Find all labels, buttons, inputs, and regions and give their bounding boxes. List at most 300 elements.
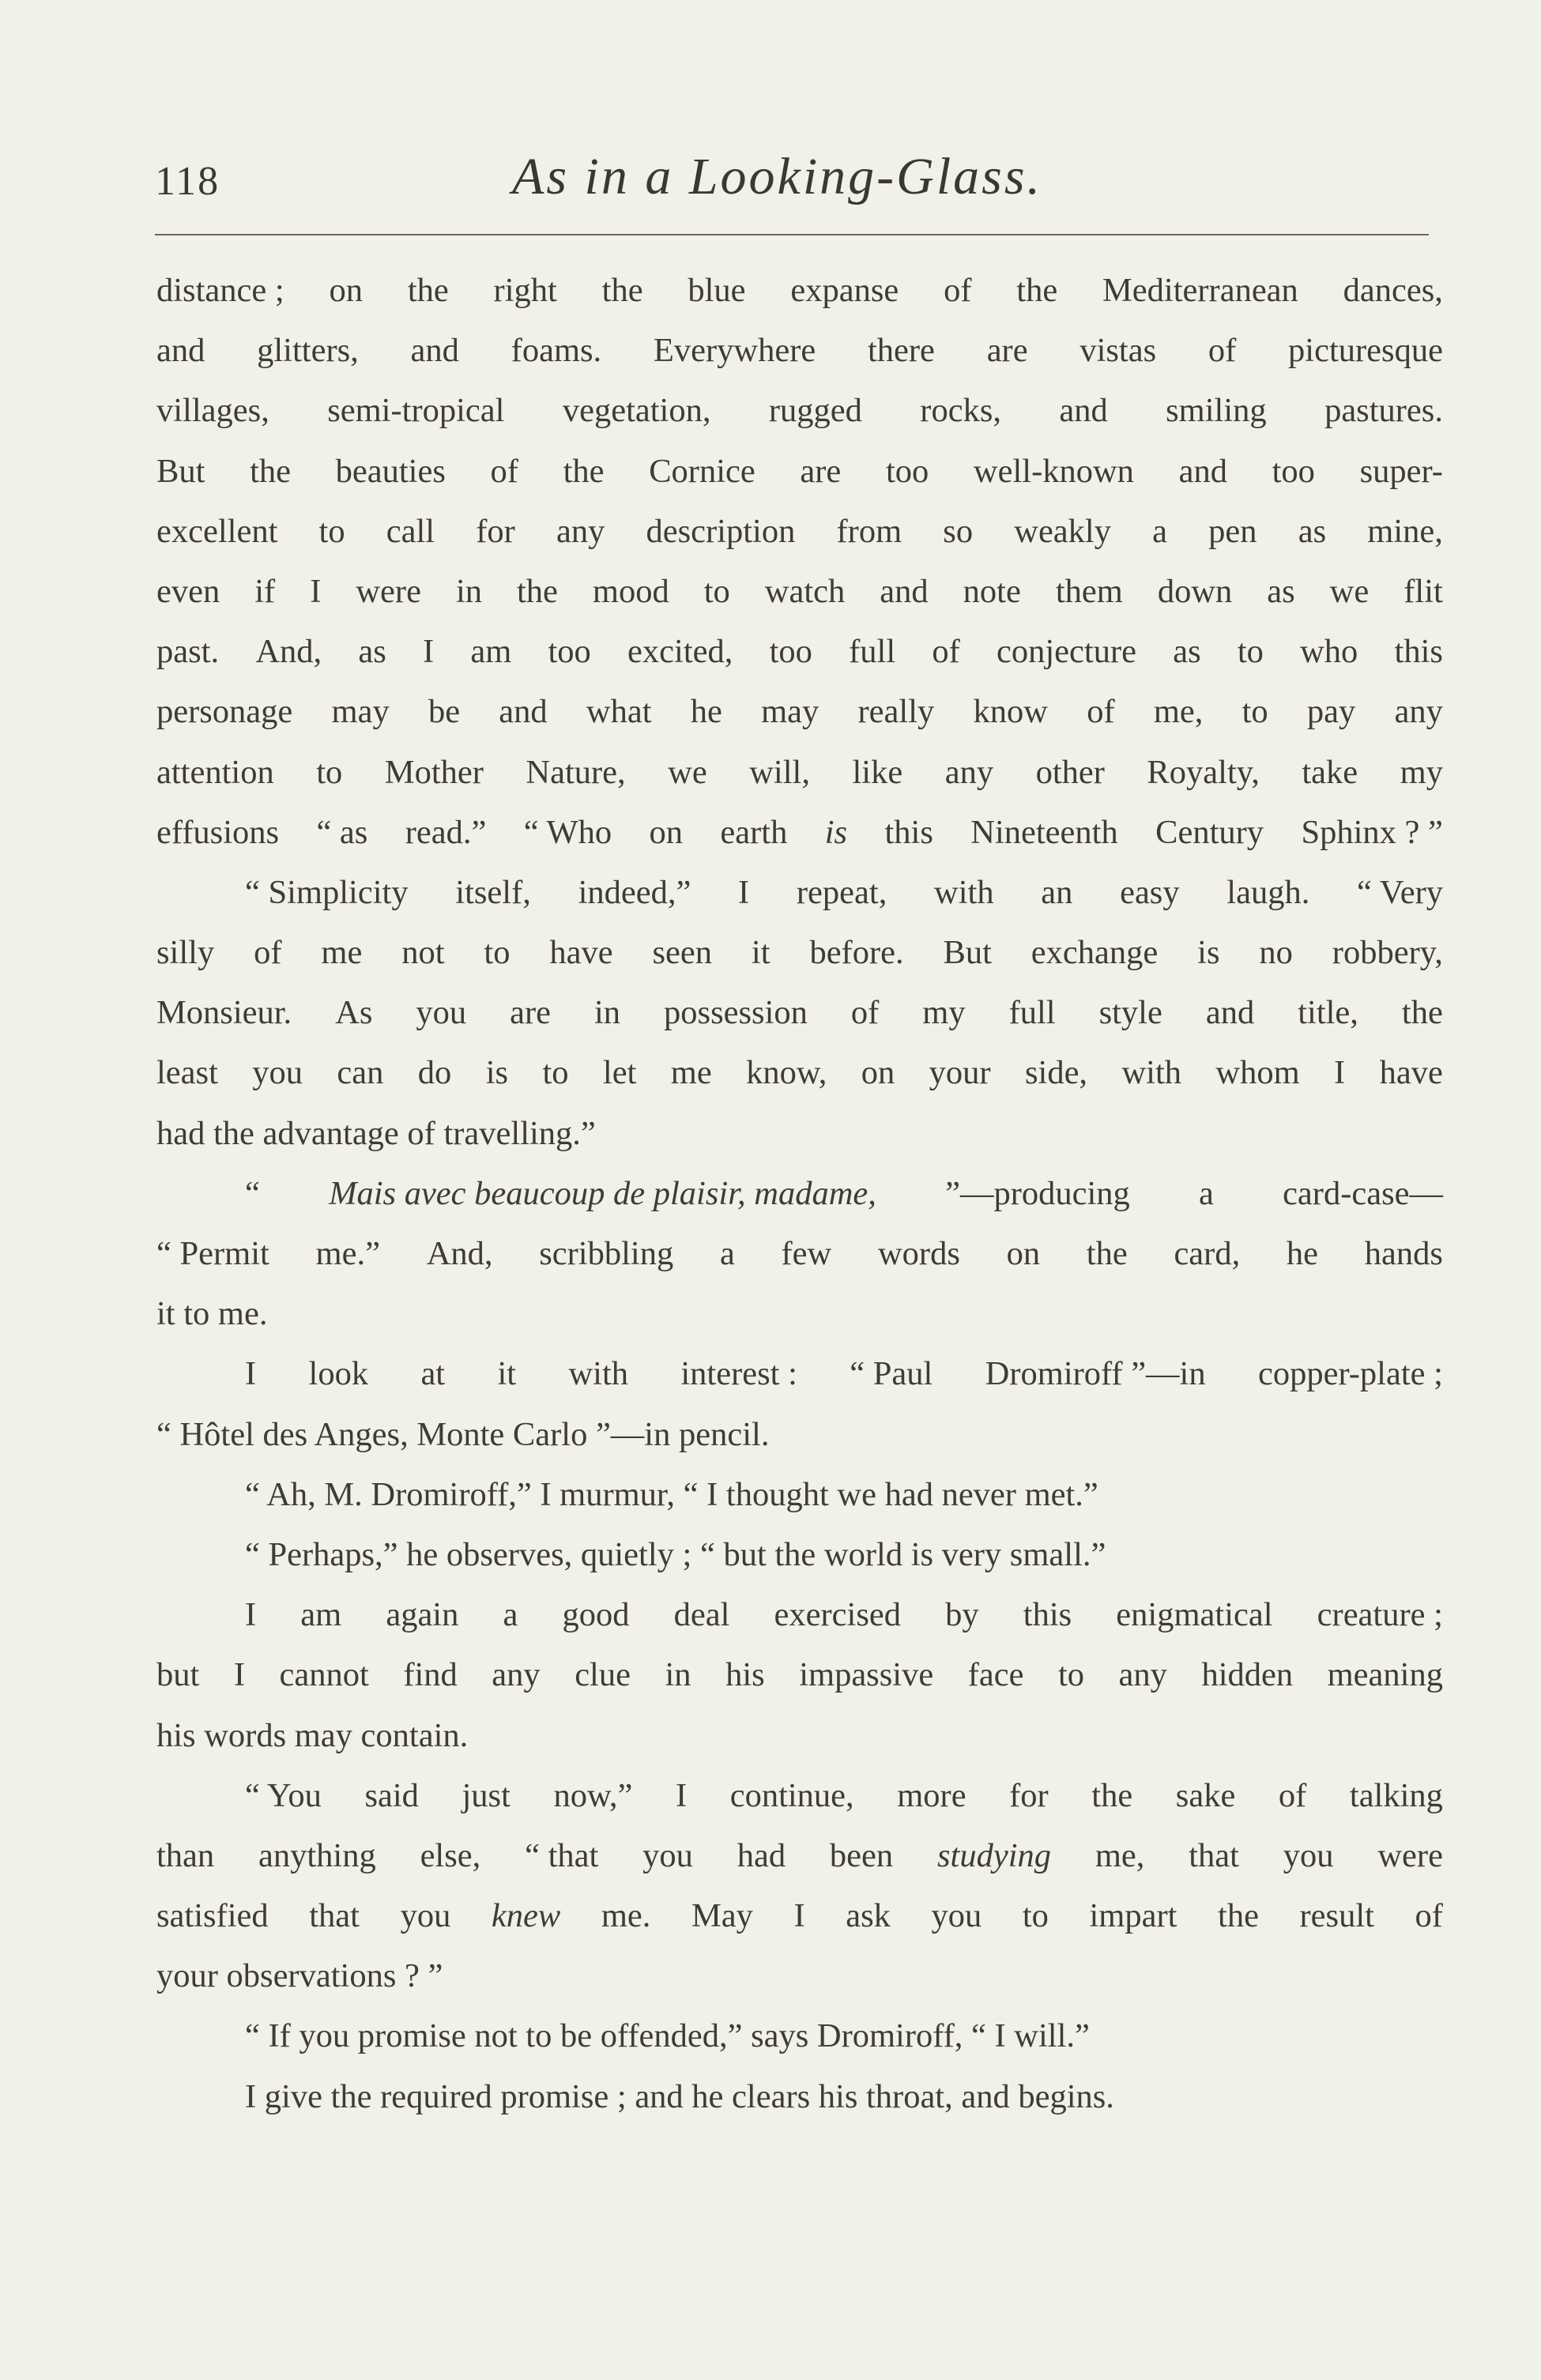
text-line — [156, 1405, 1443, 1465]
text-segment: find — [403, 1656, 458, 1694]
text-segment: exchange — [1030, 934, 1159, 972]
text-line — [156, 863, 1443, 923]
text-line — [156, 622, 1443, 682]
text-segment: I — [310, 572, 322, 610]
text-segment: my — [1400, 753, 1443, 791]
text-segment: do — [417, 1054, 452, 1092]
text-segment: “ as — [316, 813, 368, 851]
text-segment: anything — [258, 1836, 376, 1874]
text-segment: any — [944, 753, 994, 791]
text-segment: me, — [1153, 693, 1204, 731]
text-line — [156, 1344, 1443, 1404]
text-segment: few — [781, 1235, 832, 1272]
text-segment: I — [675, 1776, 688, 1814]
text-segment: with — [568, 1355, 629, 1393]
text-segment: too — [1272, 452, 1315, 490]
text-segment: were — [356, 572, 421, 610]
text-segment: any — [1394, 693, 1443, 731]
text-segment: ”—producing — [945, 1174, 1130, 1212]
text-segment: as — [1173, 633, 1201, 671]
text-segment: I — [233, 1656, 245, 1694]
text-segment: “ that — [525, 1836, 599, 1874]
text-segment: to — [1057, 1656, 1085, 1694]
text-segment: at — [420, 1355, 446, 1393]
text-segment: with — [1121, 1054, 1182, 1092]
text-segment: call — [386, 512, 435, 550]
text-segment: you — [400, 1897, 451, 1935]
text-segment: “ Perhaps,” he observes, quietly ; “ but the world is very small.” — [245, 1535, 1106, 1573]
text-segment: so — [943, 512, 974, 550]
text-segment: he — [1286, 1235, 1319, 1272]
text-line — [156, 1164, 1443, 1224]
text-line — [156, 1886, 1443, 1946]
text-segment: smiling — [1166, 392, 1267, 430]
text-segment: itself, — [455, 873, 531, 911]
text-segment: even — [156, 572, 220, 610]
text-segment: now,” — [553, 1776, 633, 1814]
text-segment: “ Ah, M. Dromiroff,” I murmur, “ I thought we had never met.” — [245, 1475, 1098, 1513]
text-segment: the — [1401, 994, 1443, 1032]
text-segment: scribbling — [539, 1235, 674, 1272]
text-segment: creature ; — [1317, 1596, 1443, 1634]
text-segment: and — [410, 332, 459, 370]
text-segment: right — [493, 272, 557, 309]
text-segment: who — [1300, 633, 1358, 671]
text-segment: any — [492, 1656, 541, 1694]
text-segment: to — [542, 1054, 569, 1092]
text-segment: on — [329, 272, 363, 309]
text-segment: pay — [1306, 693, 1356, 731]
text-segment: have — [1379, 1054, 1443, 1092]
text-segment: and — [1059, 392, 1108, 430]
text-segment: deal — [673, 1596, 730, 1634]
text-segment: too — [885, 452, 929, 490]
text-segment: pastures. — [1324, 392, 1443, 430]
text-segment: this — [884, 813, 933, 851]
text-segment: in — [455, 572, 482, 610]
text-segment: vistas — [1079, 332, 1157, 370]
text-segment: any — [1118, 1656, 1167, 1694]
text-segment: a — [503, 1596, 518, 1634]
text-segment: exercised — [774, 1596, 902, 1634]
text-segment: rocks, — [920, 392, 1001, 430]
text-segment: to — [1241, 693, 1268, 731]
page-header — [155, 141, 1427, 228]
text-segment: possession — [664, 994, 808, 1032]
text-segment: my — [922, 994, 966, 1032]
text-segment: impassive — [799, 1656, 934, 1694]
text-segment: card-case— — [1283, 1174, 1443, 1212]
text-segment: interest : — [680, 1355, 797, 1393]
text-segment: the — [1091, 1776, 1133, 1814]
text-segment: meaning — [1327, 1656, 1443, 1694]
text-segment: Mediterranean — [1102, 272, 1298, 309]
text-segment: in — [665, 1656, 691, 1694]
text-segment: it — [751, 934, 770, 972]
text-segment: style — [1098, 994, 1162, 1032]
text-segment: you — [1283, 1836, 1334, 1874]
text-segment: beauties — [335, 452, 446, 490]
text-segment: past. — [156, 633, 220, 671]
text-segment: me.” — [315, 1235, 380, 1272]
text-line — [156, 1706, 1443, 1766]
page-number: 118 — [155, 159, 220, 204]
text-segment: full — [849, 633, 896, 671]
text-segment: on — [649, 813, 683, 851]
text-segment: the — [1218, 1897, 1259, 1935]
text-segment: am — [300, 1596, 342, 1634]
text-segment: “ Very — [1357, 873, 1443, 911]
text-segment: foams. — [511, 332, 602, 370]
text-segment: blue — [688, 272, 746, 309]
text-segment: excellent — [156, 512, 278, 550]
text-segment: the — [1086, 1235, 1128, 1272]
text-segment: a — [719, 1235, 735, 1272]
text-segment: excited, — [627, 633, 733, 671]
text-segment: me — [670, 1054, 712, 1092]
text-segment: are — [510, 994, 552, 1032]
text-segment: look — [308, 1355, 369, 1393]
text-segment: them — [1055, 572, 1123, 610]
text-segment: expanse — [790, 272, 899, 309]
text-segment: Mais avec beaucoup de plaisir, madame, — [329, 1174, 876, 1212]
text-segment: and — [156, 332, 205, 370]
text-segment: silly — [156, 934, 215, 972]
text-segment: earth — [720, 813, 788, 851]
text-segment: if — [254, 572, 276, 610]
text-segment: you — [252, 1054, 303, 1092]
text-segment: cannot — [279, 1656, 369, 1694]
text-segment: we — [668, 753, 707, 791]
text-line — [156, 261, 1443, 321]
text-segment: “ — [245, 1174, 260, 1212]
running-title: As in a Looking-Glass. — [512, 148, 1043, 205]
text-line — [156, 1465, 1443, 1525]
text-segment: the — [1016, 272, 1058, 309]
text-line — [156, 983, 1443, 1043]
text-line — [156, 743, 1443, 803]
text-segment: flit — [1403, 572, 1443, 610]
text-line — [156, 562, 1443, 622]
text-segment: of — [490, 452, 518, 490]
text-segment: title, — [1298, 994, 1358, 1032]
text-segment: know, — [746, 1054, 827, 1092]
text-segment: may — [761, 693, 819, 731]
text-segment: what — [586, 693, 652, 731]
text-segment: and — [880, 572, 929, 610]
text-segment: glitters, — [257, 332, 359, 370]
text-segment: Nature, — [526, 753, 626, 791]
text-segment: on — [1006, 1235, 1041, 1272]
text-line — [156, 442, 1443, 502]
text-segment: have — [549, 934, 613, 972]
text-segment: clue — [575, 1656, 631, 1694]
text-segment: robbery, — [1332, 934, 1443, 972]
text-segment: result — [1299, 1897, 1374, 1935]
text-segment: we — [1329, 572, 1370, 610]
text-segment: in — [594, 994, 621, 1032]
text-segment: were — [1377, 1836, 1443, 1874]
text-segment: “ Who — [523, 813, 612, 851]
text-segment: Century — [1155, 813, 1264, 851]
text-segment: seen — [652, 934, 713, 972]
text-segment: the — [250, 452, 291, 490]
text-segment: of — [1278, 1776, 1307, 1814]
text-segment: card, — [1174, 1235, 1241, 1272]
text-segment: “ If you promise not to be offended,” says Dromiroff, “ I will.” — [245, 2017, 1090, 2055]
text-segment: knew — [491, 1897, 561, 1935]
text-segment: more — [897, 1776, 966, 1814]
text-segment: just — [462, 1776, 511, 1814]
text-segment: will, — [749, 753, 810, 791]
text-segment: but — [156, 1656, 200, 1694]
text-segment: the — [517, 572, 558, 610]
body-text — [156, 261, 1443, 2127]
text-segment: other — [1035, 753, 1105, 791]
text-segment: are — [800, 452, 842, 490]
text-segment: your observations ? ” — [156, 1957, 443, 1995]
text-line — [156, 923, 1443, 983]
text-segment: may — [331, 693, 390, 731]
text-segment: to — [703, 572, 730, 610]
text-segment: sake — [1175, 1776, 1236, 1814]
text-segment: to — [1237, 633, 1264, 671]
text-segment: let — [602, 1054, 637, 1092]
text-segment: conjecture — [997, 633, 1136, 671]
text-segment: good — [562, 1596, 630, 1634]
text-segment: picturesque — [1288, 332, 1443, 370]
text-segment: words — [877, 1235, 960, 1272]
text-segment: May — [691, 1897, 753, 1935]
text-segment: Monsieur. — [156, 994, 292, 1032]
text-segment: that — [309, 1897, 360, 1935]
text-segment: dances, — [1343, 272, 1443, 309]
text-segment: hidden — [1201, 1656, 1294, 1694]
text-segment: note — [963, 572, 1021, 610]
text-segment: the — [407, 272, 449, 309]
text-segment: “ Hôtel des Anges, Monte Carlo ”—in pencil. — [156, 1415, 770, 1453]
text-segment: again — [386, 1596, 459, 1634]
text-segment: indeed,” — [578, 873, 691, 911]
text-segment: of — [850, 994, 880, 1032]
text-segment: really — [857, 693, 935, 731]
text-segment: I — [1334, 1054, 1346, 1092]
text-line — [156, 1284, 1443, 1344]
text-line — [156, 2006, 1443, 2066]
text-segment: and — [499, 693, 548, 731]
text-segment: Nineteenth — [970, 813, 1118, 851]
text-segment: well-known — [973, 452, 1134, 490]
text-segment: repeat, — [796, 873, 887, 911]
text-segment: and — [1178, 452, 1227, 490]
text-segment: Dromiroff ”—in — [985, 1355, 1206, 1393]
text-segment: it to me. — [156, 1295, 268, 1333]
text-segment: of — [254, 934, 282, 972]
text-segment: on — [861, 1054, 895, 1092]
text-segment: of — [1087, 693, 1115, 731]
text-segment: read.” — [405, 813, 487, 851]
text-segment: description — [646, 512, 796, 550]
text-segment: continue, — [729, 1776, 854, 1814]
text-segment: to — [484, 934, 511, 972]
text-segment: I — [793, 1897, 805, 1935]
text-segment: semi-tropical — [327, 392, 505, 430]
text-segment: pen — [1208, 512, 1257, 550]
text-segment: too — [769, 633, 812, 671]
text-segment: there — [867, 332, 935, 370]
text-segment: like — [852, 753, 903, 791]
text-segment: enigmatical — [1116, 1596, 1273, 1634]
text-segment: and — [1205, 994, 1255, 1032]
text-segment: “ Permit — [156, 1235, 269, 1272]
text-segment: But — [943, 934, 992, 972]
text-segment: side, — [1024, 1054, 1088, 1092]
text-segment: rugged — [768, 392, 862, 430]
text-segment: this — [1394, 633, 1443, 671]
text-segment: no — [1259, 934, 1293, 972]
text-segment: his — [725, 1656, 765, 1694]
text-line — [156, 381, 1443, 441]
text-segment: face — [967, 1656, 1024, 1694]
text-segment: had — [737, 1836, 786, 1874]
text-segment: easy — [1120, 873, 1180, 911]
header-rule — [155, 234, 1429, 235]
text-segment: least — [156, 1054, 218, 1092]
text-segment: for — [476, 512, 515, 550]
text-segment: of — [1415, 1897, 1443, 1935]
text-segment: the — [601, 272, 643, 309]
text-segment: mood — [592, 572, 669, 610]
text-segment: else, — [420, 1836, 481, 1874]
text-segment: been — [829, 1836, 894, 1874]
text-segment: it — [497, 1355, 517, 1393]
text-segment: And, — [255, 633, 322, 671]
text-segment: And, — [426, 1235, 493, 1272]
text-line — [156, 1826, 1443, 1886]
text-segment: attention — [156, 753, 274, 791]
text-segment: satisfied — [156, 1897, 269, 1935]
text-segment: than — [156, 1836, 215, 1874]
text-segment: down — [1157, 572, 1233, 610]
text-segment: am — [470, 633, 512, 671]
text-segment: to — [318, 512, 345, 550]
text-line — [156, 2067, 1443, 2127]
text-line — [156, 1946, 1443, 2006]
text-segment: too — [548, 633, 591, 671]
text-segment: me. — [601, 1897, 651, 1935]
text-segment: hands — [1364, 1235, 1443, 1272]
text-segment: to — [316, 753, 343, 791]
text-segment: I — [422, 633, 435, 671]
text-segment: as — [1298, 512, 1327, 550]
text-segment: super- — [1359, 452, 1443, 490]
text-segment: Mother — [384, 753, 484, 791]
text-segment: “ Simplicity — [245, 873, 409, 911]
text-segment: before. — [809, 934, 904, 972]
text-line — [156, 502, 1443, 562]
text-segment: copper-plate ; — [1257, 1355, 1443, 1393]
text-segment: Everywhere — [653, 332, 816, 370]
text-line — [156, 1224, 1443, 1284]
text-segment: as — [358, 633, 386, 671]
text-segment: weakly — [1014, 512, 1111, 550]
text-segment: with — [934, 873, 994, 911]
text-segment: is — [824, 813, 848, 851]
text-line — [156, 1645, 1443, 1705]
text-segment: of — [944, 272, 972, 309]
text-segment: as — [1267, 572, 1295, 610]
text-segment: me — [321, 934, 363, 972]
text-segment: effusions — [156, 813, 280, 851]
text-line — [156, 1104, 1443, 1164]
text-segment: “ You — [245, 1776, 322, 1814]
text-segment: distance ; — [156, 272, 284, 309]
text-segment: not — [401, 934, 445, 972]
text-line — [156, 1043, 1443, 1103]
text-segment: studying — [936, 1836, 1052, 1874]
text-segment: are — [986, 332, 1028, 370]
text-segment: an — [1041, 873, 1073, 911]
text-segment: know — [973, 693, 1048, 731]
text-segment: from — [836, 512, 902, 550]
text-segment: Royalty, — [1147, 753, 1260, 791]
text-segment: impart — [1089, 1897, 1177, 1935]
text-segment: he — [690, 693, 722, 731]
text-segment: a — [1152, 512, 1168, 550]
text-segment: you — [642, 1836, 693, 1874]
text-segment: mine, — [1367, 512, 1443, 550]
text-segment: I give the required promise ; and he clears his throat, and begins. — [245, 2077, 1114, 2115]
text-segment: vegetation, — [562, 392, 711, 430]
text-segment: I — [738, 873, 750, 911]
text-segment: I — [245, 1596, 257, 1634]
text-segment: his words may contain. — [156, 1716, 469, 1754]
text-segment: a — [1199, 1174, 1214, 1212]
text-segment: be — [428, 693, 461, 731]
text-segment: the — [563, 452, 605, 490]
text-segment: you — [931, 1897, 982, 1935]
text-line — [156, 1525, 1443, 1585]
text-segment: As — [335, 994, 373, 1032]
text-segment: said — [364, 1776, 419, 1814]
text-segment: I — [245, 1355, 257, 1393]
text-segment: you — [416, 994, 467, 1032]
text-segment: can — [337, 1054, 384, 1092]
text-line — [156, 321, 1443, 381]
text-line — [156, 682, 1443, 742]
text-segment: this — [1023, 1596, 1072, 1634]
text-segment: is — [1197, 934, 1220, 972]
text-line — [156, 803, 1443, 863]
text-segment: of — [1208, 332, 1237, 370]
text-segment: personage — [156, 693, 293, 731]
text-segment: “ Paul — [850, 1355, 933, 1393]
text-segment: take — [1302, 753, 1358, 791]
text-segment: is — [485, 1054, 509, 1092]
text-segment: had the advantage of travelling.” — [156, 1114, 596, 1152]
text-line — [156, 1585, 1443, 1645]
text-segment: But — [156, 452, 205, 490]
text-segment: talking — [1349, 1776, 1443, 1814]
text-segment: laugh. — [1226, 873, 1310, 911]
text-segment: ask — [846, 1897, 891, 1935]
text-segment: villages, — [156, 392, 269, 430]
text-line — [156, 1766, 1443, 1826]
text-segment: whom — [1215, 1054, 1300, 1092]
text-segment: of — [932, 633, 960, 671]
text-segment: for — [1009, 1776, 1049, 1814]
text-segment: any — [556, 512, 605, 550]
